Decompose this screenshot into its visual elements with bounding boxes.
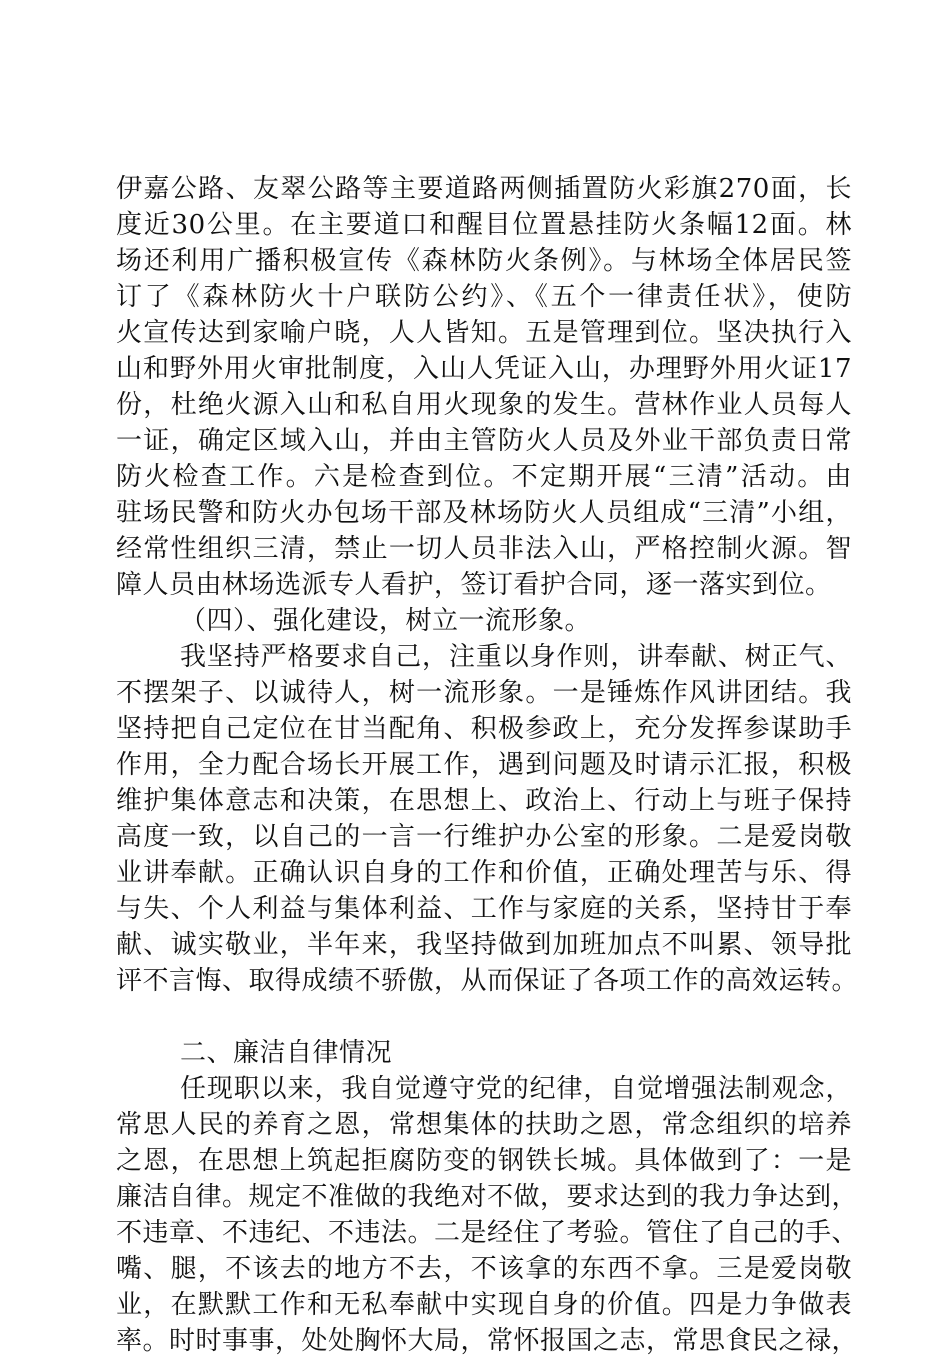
paragraph-line: 场还利用广播积极宣传《森林防火条例》。与林场全体居民签 (116, 246, 852, 276)
paragraph-line: 业，在默默工作和无私奉献中实现自身的价值。四是力争做表 (116, 1290, 852, 1320)
paragraph-line: 防火检查工作。六是检查到位。不定期开展“三清”活动。由 (116, 462, 852, 492)
paragraph-line: 与失、个人利益与集体利益、工作与家庭的关系，坚持甘于奉 (116, 894, 852, 924)
paragraph-line: 维护集体意志和决策，在思想上、政治上、行动上与班子保持 (116, 786, 852, 816)
paragraph-line: 火宣传达到家喻户晓，人人皆知。五是管理到位。坚决执行入 (116, 318, 852, 348)
paragraph-line: 业讲奉献。正确认识自身的工作和价值，正确处理苦与乐、得 (116, 858, 852, 888)
paragraph-line: 高度一致，以自己的一言一行维护办公室的形象。二是爱岗敬 (116, 822, 852, 852)
paragraph-line: 常思人民的养育之恩，常想集体的扶助之恩，常念组织的培养 (116, 1110, 852, 1140)
section-heading: 二、廉洁自律情况 (180, 1038, 393, 1068)
paragraph-line: 驻场民警和防火办包场干部及林场防火人员组成“三清”小组， (116, 498, 852, 528)
paragraph-line: 坚持把自己定位在甘当配角、积极参政上，充分发挥参谋助手 (116, 714, 852, 744)
paragraph-line: 率。时时事事，处处胸怀大局，常怀报国之志，常思食民之禄， (116, 1326, 859, 1356)
paragraph-line: 伊嘉公路、友翠公路等主要道路两侧插置防火彩旗270面，长 (116, 174, 852, 204)
paragraph-line: 不摆架子、以诚待人，树一流形象。一是锤炼作风讲团结。我 (116, 678, 852, 708)
paragraph-line: 山和野外用火审批制度，入山人凭证入山，办理野外用火证17 (116, 354, 852, 384)
paragraph-line: 不违章、不违纪、不违法。二是经住了考验。管住了自己的手、 (116, 1218, 859, 1248)
paragraph-line: 经常性组织三清，禁止一切人员非法入山，严格控制火源。智 (116, 534, 852, 564)
paragraph-line: 障人员由林场选派专人看护，签订看护合同，逐一落实到位。 (116, 570, 832, 600)
paragraph-first-line: 任现职以来，我自觉遵守党的纪律，自觉增强法制观念， (180, 1074, 852, 1104)
paragraph-line: 献、诚实敬业，半年来，我坚持做到加班加点不叫累、领导批 (116, 930, 852, 960)
paragraph-line: 评不言悔、取得成绩不骄傲，从而保证了各项工作的高效运转。 (116, 966, 859, 996)
paragraph-line: 度近30公里。在主要道口和醒目位置悬挂防火条幅12面。林 (116, 210, 852, 240)
paragraph-line: 一证，确定区域入山，并由主管防火人员及外业干部负责日常 (116, 426, 852, 456)
paragraph-line: 作用，全力配合场长开展工作，遇到问题及时请示汇报，积极 (116, 750, 852, 780)
paragraph-first-line: 我坚持严格要求自己，注重以身作则，讲奉献、树正气、 (180, 642, 852, 672)
paragraph-line: 订了《森林防火十户联防公约》、《五个一律责任状》，使防 (116, 282, 852, 312)
paragraph-line: 份，杜绝火源入山和私自用火现象的发生。营林作业人员每人 (116, 390, 852, 420)
paragraph-line: 廉洁自律。规定不准做的我绝对不做，要求达到的我力争达到， (116, 1182, 859, 1212)
paragraph-line: 嘴、腿，不该去的地方不去，不该拿的东西不拿。三是爱岗敬 (116, 1254, 852, 1284)
paragraph-line: 之恩，在思想上筑起拒腐防变的钢铁长城。具体做到了：一是 (116, 1146, 852, 1176)
section-heading: （四）、强化建设，树立一流形象。 (180, 606, 592, 636)
